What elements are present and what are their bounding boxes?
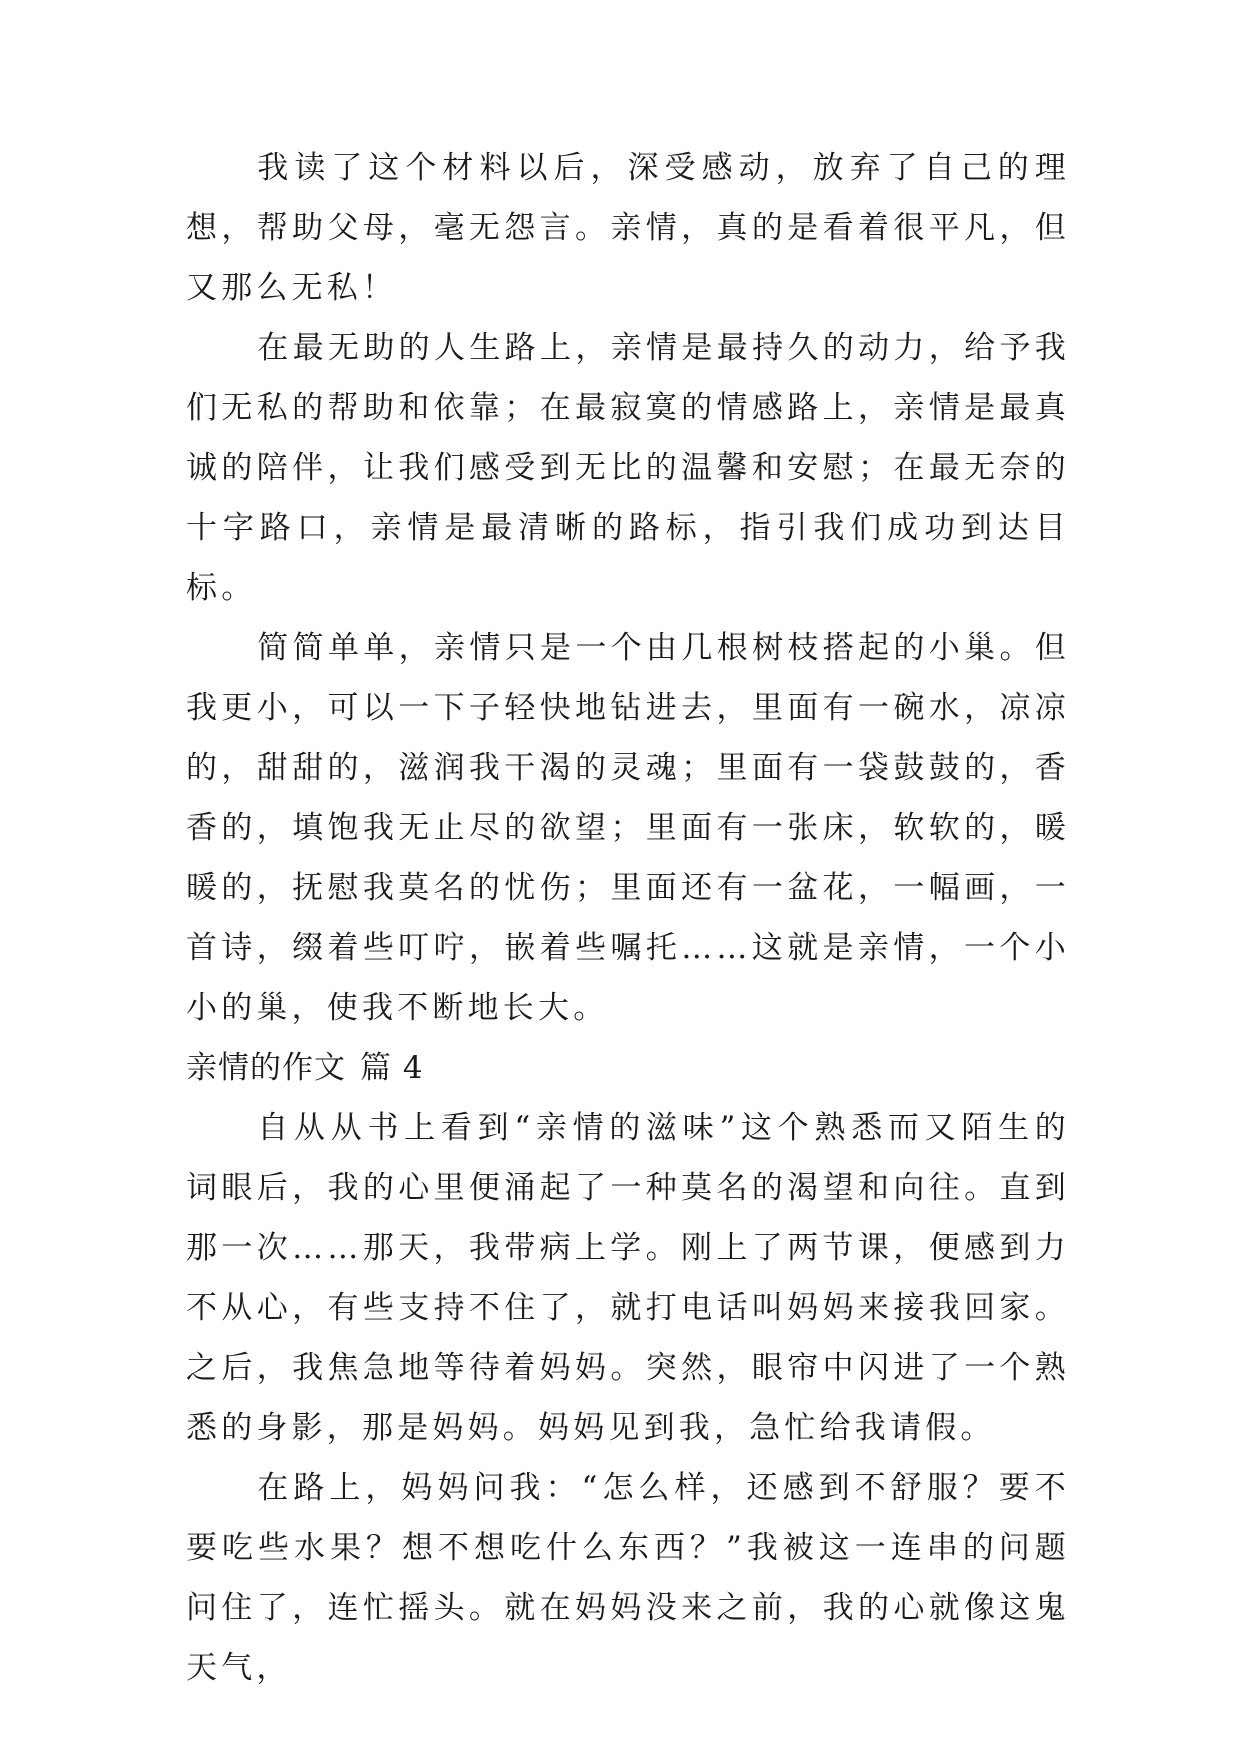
section-title: 亲情的作文: [186, 1050, 346, 1086]
paragraph-2: 在最无助的人生路上，亲情是最持久的动力，给予我们无私的帮助和依靠；在最寂寞的情感路上，亲情是最真诚的陪伴，让我们感受到无比的温馨和安慰；在最无奈的十字路口，亲情是最清晰的路标，指引我们成功到达目标。: [186, 330, 1070, 606]
paragraph-4: 自从从书上看到“亲情的滋味”这个熟悉而又陌生的词眼后，我的心里便涌起了一种莫名的渴望和向往。直到那一次……那天，我带病上学。刚上了两节课，便感到力不从心，有些支持不住了，就打电话叫妈妈来接我回家。之后，我焦急地等待着妈妈。突然，眼帘中闪进了一个熟悉的身影，那是妈妈。妈妈见到我，急忙给我请假。: [186, 1110, 1070, 1446]
paragraph-5: 在路上，妈妈问我：“怎么样，还感到不舒服？要不要吃些水果？想不想吃什么东西？”我被这一连串的问题问住了，连忙摇头。就在妈妈没来之前，我的心就像这鬼天气，: [186, 1470, 1070, 1686]
document-body: [186, 138, 1070, 1698]
paragraph-1: 我读了这个材料以后，深受感动，放弃了自己的理想，帮助父母，毫无怨言。亲情，真的是看着很平凡，但又那么无私！: [186, 150, 1070, 306]
paragraph-3: 简简单单，亲情只是一个由几根树枝搭起的小巢。但我更小，可以一下子轻快地钻进去，里面有一碗水，凉凉的，甜甜的，滋润我干渴的灵魂；里面有一袋鼓鼓的，香香的，填饱我无止尽的欲望；里面有一张床，软软的，暖暖的，抚慰我莫名的忧伤；里面还有一盆花，一幅画，一首诗，缀着些叮咛，嵌着些嘱托……这就是亲情，一个小小的巢，使我不断地长大。: [186, 630, 1070, 1026]
section-number: 篇 4: [360, 1050, 424, 1086]
section-heading: [186, 1038, 1070, 1098]
